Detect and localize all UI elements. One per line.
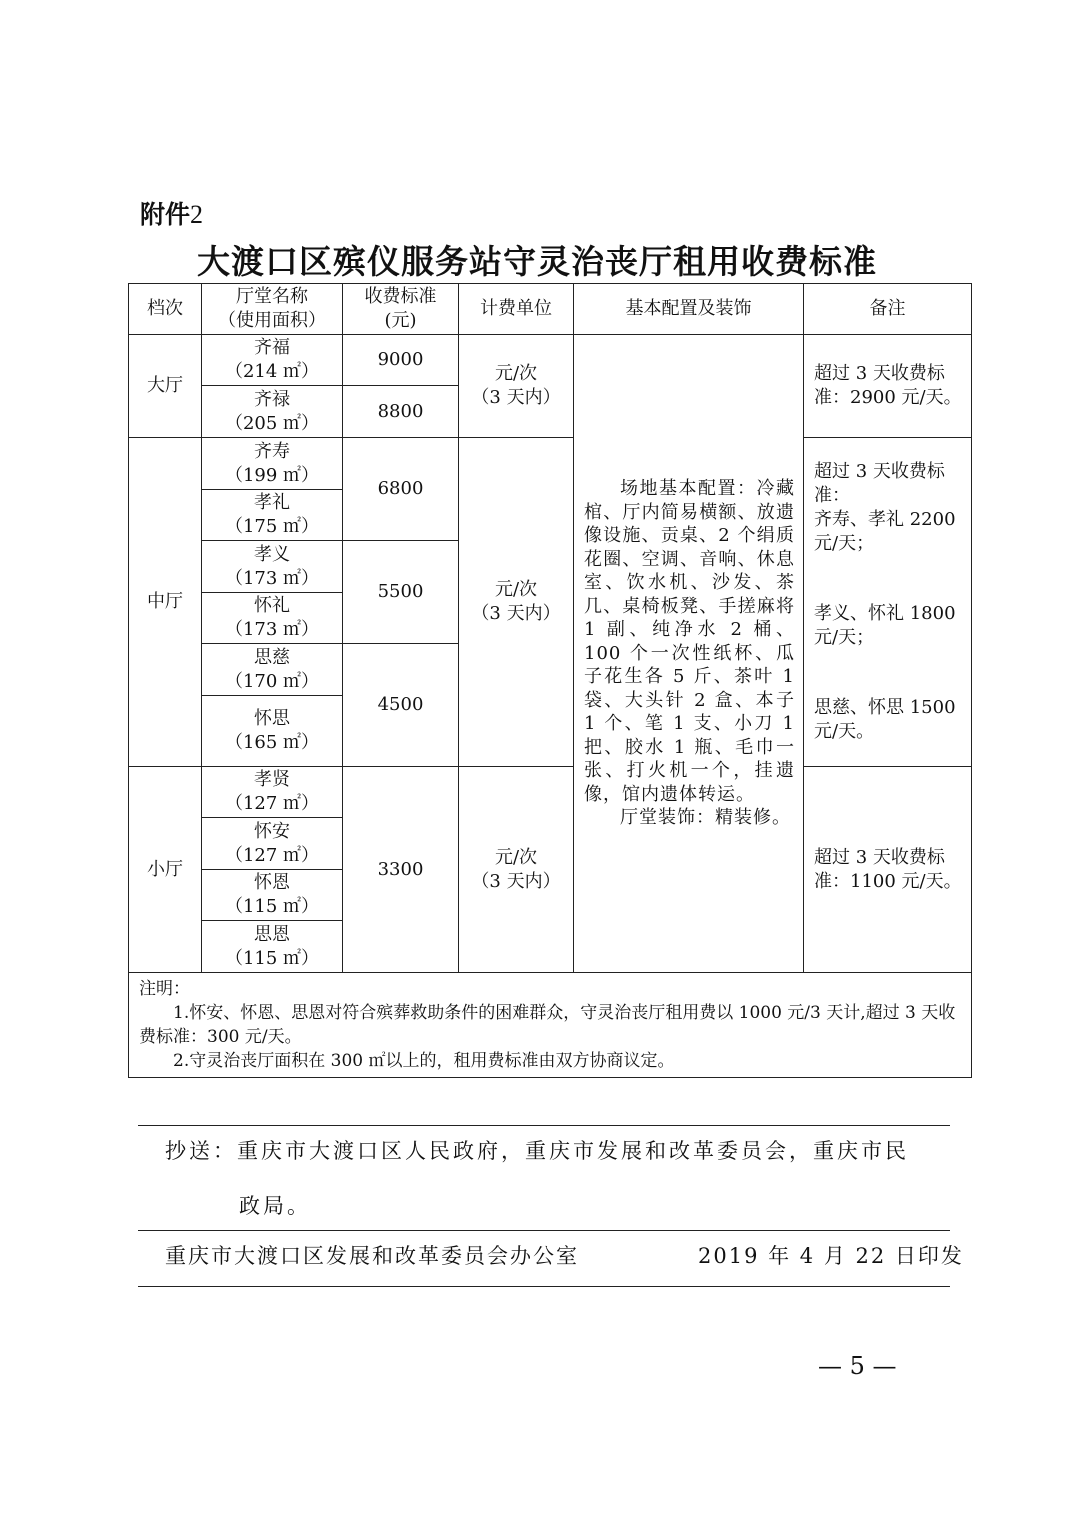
cc-line1: 抄送：重庆市大渡口区人民政府，重庆市发展和改革委员会，重庆市民: [165, 1139, 909, 1163]
divider-bottom: [138, 1286, 950, 1287]
hall-area: （173 ㎡）: [224, 567, 320, 589]
hall-cell: [202, 541, 343, 593]
remark-medium-4: 思慈、怀思 1500 元/天。: [814, 697, 956, 742]
cc-line2: 政局。: [239, 1194, 311, 1218]
hall-cell: [202, 335, 343, 386]
hall-area: （175 ㎡）: [224, 516, 320, 537]
divider-middle: [138, 1230, 950, 1231]
hall-name: 怀礼: [254, 595, 290, 616]
hall-name: 孝礼: [254, 492, 290, 513]
hall-cell: [202, 870, 343, 921]
hall-cell: [202, 818, 343, 870]
note-1: 1.怀安、怀恩、思恩对符合殡葬救助条件的困难群众，守灵治丧厅租用费以 1000 元/3 天计,超过 3 天收费标准：300 元/天。: [139, 1003, 956, 1047]
hall-name: 齐禄: [254, 388, 290, 410]
header-row: [129, 284, 972, 335]
unit-line2: （3 天内）: [471, 387, 561, 408]
header-hall-name-line1: 厅堂名称: [236, 286, 308, 307]
hall-cell: [202, 767, 343, 818]
config-decoration: 厅堂装饰：精装修。: [620, 807, 791, 829]
divider-top: [138, 1125, 950, 1126]
hall-cell: [202, 386, 343, 438]
note-2: 2.守灵治丧厅面积在 300 ㎡以上的，租用费标准由双方协商议定。: [173, 1051, 675, 1071]
hall-area: （127 ㎡）: [224, 793, 320, 814]
fee-cell: 4500: [343, 644, 459, 767]
fee-table: [128, 283, 972, 1078]
hall-area: （115 ㎡）: [224, 896, 320, 917]
document-title: 大渡口区殡仪服务站守灵治丧厅租用收费标准: [197, 242, 877, 281]
remark-medium: [804, 438, 972, 767]
remark-medium-1: 超过 3 天收费标准：: [814, 461, 945, 506]
hall-cell: [202, 438, 343, 490]
header-remark: 备注: [804, 284, 972, 335]
hall-area: （127 ㎡）: [224, 844, 320, 866]
unit-cell: [459, 767, 574, 973]
hall-area: （214 ㎡）: [224, 361, 320, 382]
hall-name: 孝贤: [254, 769, 290, 790]
hall-name: 孝义: [254, 543, 290, 565]
unit-cell: [459, 438, 574, 767]
header-hall-name: [202, 284, 343, 335]
notes-row: [129, 973, 972, 1078]
hall-cell: [202, 696, 343, 767]
unit-line1: 元/次: [494, 579, 538, 600]
header-fee: [343, 284, 459, 335]
page-number: — 5 —: [818, 1352, 897, 1380]
hall-cell: [202, 644, 343, 696]
hall-name: 齐福: [254, 337, 290, 358]
notes-label: 注明：: [139, 979, 190, 999]
unit-line1: 元/次: [494, 846, 538, 868]
hall-name: 思慈: [254, 646, 290, 668]
hall-area: （173 ㎡）: [224, 619, 320, 640]
remark-large: 超过 3 天收费标准：2900 元/天。: [804, 335, 972, 438]
issue-date: 2019 年 4 月 22 日印发: [698, 1244, 964, 1268]
remark-small: 超过 3 天收费标准：1100 元/天。: [804, 767, 972, 973]
header-fee-line2: (元): [384, 310, 417, 331]
header-config: 基本配置及装饰: [574, 284, 804, 335]
table-row: [129, 767, 972, 818]
issuing-office: 重庆市大渡口区发展和改革委员会办公室: [165, 1244, 579, 1268]
attachment-label: [140, 195, 203, 231]
table-row: [129, 335, 972, 386]
hall-cell: [202, 593, 343, 644]
unit-cell: [459, 335, 574, 438]
hall-name: 齐寿: [254, 440, 290, 462]
hall-area: （115 ㎡）: [224, 947, 320, 969]
fee-cell: 8800: [343, 386, 459, 438]
hall-name: 怀恩: [254, 872, 290, 893]
remark-medium-2: 齐寿、孝礼 2200 元/天；: [814, 509, 956, 554]
unit-line2: （3 天内）: [471, 870, 561, 892]
attachment-text: 附件: [140, 200, 191, 229]
header-grade: 档次: [129, 284, 202, 335]
hall-name: 思恩: [254, 923, 290, 945]
fee-cell: 6800: [343, 438, 459, 541]
fee-cell: 5500: [343, 541, 459, 644]
grade-small: 小厅: [129, 767, 202, 973]
config-cell: [574, 335, 804, 973]
remark-medium-3: 孝义、怀礼 1800 元/天；: [814, 603, 956, 648]
header-unit: 计费单位: [459, 284, 574, 335]
hall-area: （170 ㎡）: [224, 670, 320, 692]
hall-name: 怀思: [254, 708, 290, 729]
fee-cell: 3300: [343, 767, 459, 973]
config-basic: 场地基本配置：冷藏棺、厅内简易横额、放遗像设施、贡桌、2 个绢质花圈、空调、音响、休息室、饮水机、沙发、茶几、桌椅板凳、手搓麻将 1 副、纯净水 2 桶、100 个一次性纸杯、瓜子花生各 5 斤、茶叶 1 袋、大头针 2 盒、本子 1 个、笔 1 支、小刀 1 把、胶水 1 瓶、毛巾一张、打火机一个，挂遗像，馆内遗体转运。: [584, 478, 795, 805]
grade-large: 大厅: [129, 335, 202, 438]
hall-cell: [202, 490, 343, 541]
notes-cell: [129, 973, 972, 1078]
table-row: [129, 438, 972, 490]
header-fee-line1: 收费标准: [364, 286, 437, 307]
hall-area: （205 ㎡）: [224, 412, 320, 434]
fee-cell: 9000: [343, 335, 459, 386]
hall-area: （165 ㎡）: [224, 732, 320, 753]
attachment-number: 2: [190, 200, 204, 229]
unit-line1: 元/次: [494, 363, 538, 384]
unit-line2: （3 天内）: [471, 603, 561, 624]
hall-cell: [202, 921, 343, 973]
hall-name: 怀安: [254, 820, 290, 842]
header-hall-name-line2: （使用面积）: [218, 310, 326, 331]
hall-area: （199 ㎡）: [224, 464, 320, 486]
grade-medium: 中厅: [129, 438, 202, 767]
